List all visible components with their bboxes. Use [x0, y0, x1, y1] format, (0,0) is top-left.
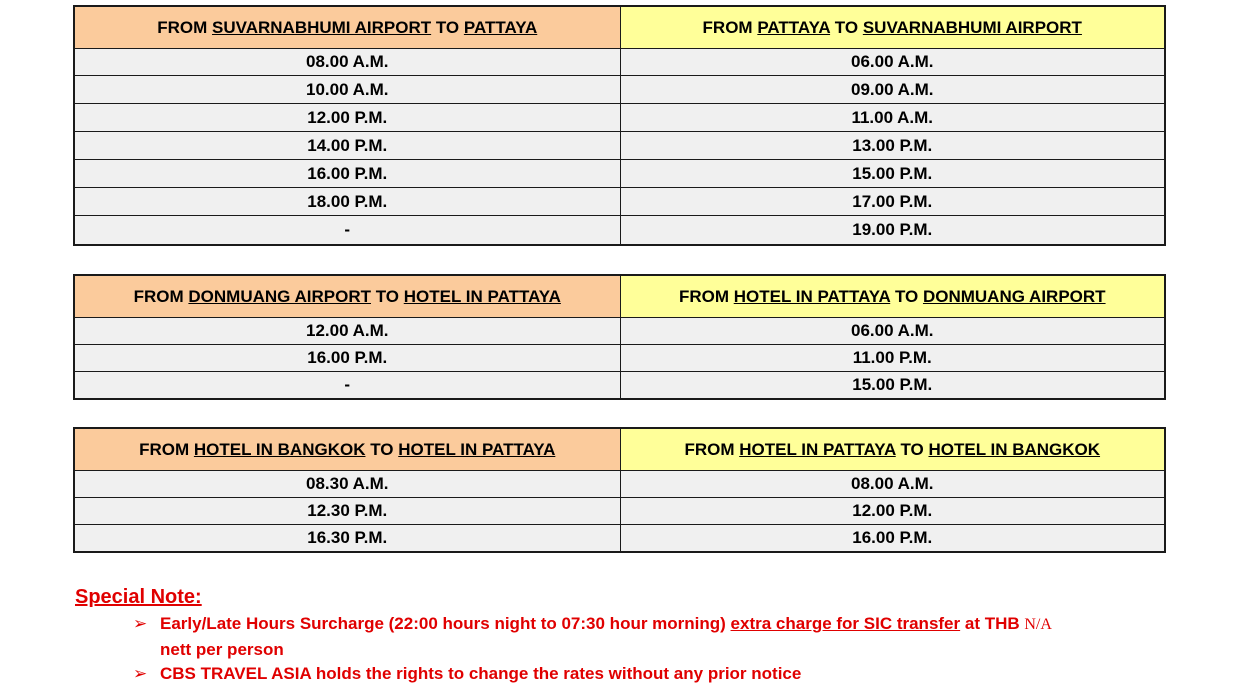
- time-cell: 19.00 P.M.: [620, 216, 1165, 246]
- table-row: [74, 188, 1165, 216]
- time-cell: 06.00 A.M.: [620, 49, 1165, 76]
- header-destination: DONMUANG AIRPORT: [922, 286, 1106, 306]
- header-origin: HOTEL IN PATTAYA: [733, 286, 891, 306]
- time-cell: 10.00 A.M.: [74, 76, 620, 104]
- table-header-row: [74, 428, 1165, 471]
- time-cell: 12.00 P.M.: [620, 498, 1165, 525]
- header-suvarnabhumi-to-pattaya: [74, 6, 620, 49]
- header-hotel-bangkok-to-hotel-pattaya: [74, 428, 620, 471]
- header-hotel-pattaya-to-hotel-bangkok: [620, 428, 1165, 471]
- schedule-table-bangkok-pattaya: [73, 427, 1166, 553]
- time-cell: -: [74, 372, 620, 400]
- table-row: [74, 471, 1165, 498]
- time-cell: 16.00 P.M.: [74, 345, 620, 372]
- time-cell: 16.00 P.M.: [74, 160, 620, 188]
- header-text: FROM: [678, 286, 734, 306]
- table-header-row: [74, 6, 1165, 49]
- time-cell: 09.00 A.M.: [620, 76, 1165, 104]
- header-text: FROM: [684, 439, 740, 459]
- time-cell: 18.00 P.M.: [74, 188, 620, 216]
- time-cell: -: [74, 216, 620, 246]
- header-text: TO: [431, 17, 464, 37]
- table-row: [74, 132, 1165, 160]
- rates-notice-text: CBS TRAVEL ASIA holds the rights to change the rates without any prior notice: [160, 664, 802, 683]
- time-cell: 08.00 A.M.: [74, 49, 620, 76]
- time-cell: 11.00 A.M.: [620, 104, 1165, 132]
- time-cell: 06.00 A.M.: [620, 318, 1165, 345]
- arrowhead-bullet-icon: ➢: [133, 614, 148, 633]
- schedule-table-donmuang-pattaya: [73, 274, 1166, 400]
- header-text: TO: [890, 286, 923, 306]
- header-origin: HOTEL IN PATTAYA: [739, 439, 896, 459]
- header-text: TO: [830, 17, 863, 37]
- header-text: TO: [365, 439, 399, 459]
- header-text: TO: [371, 286, 404, 306]
- header-pattaya-to-suvarnabhumi: [620, 6, 1165, 49]
- header-text: FROM: [139, 439, 194, 459]
- time-cell: 17.00 P.M.: [620, 188, 1165, 216]
- table-row: [74, 525, 1165, 553]
- table-row: [74, 498, 1165, 525]
- header-text: FROM: [702, 17, 758, 37]
- surcharge-text-post: at THB: [960, 614, 1025, 633]
- header-donmuang-to-hotel-pattaya: [74, 275, 620, 318]
- header-origin: DONMUANG AIRPORT: [188, 286, 371, 306]
- surcharge-extra-charge: extra charge for SIC transfer: [730, 614, 961, 633]
- surcharge-text: [160, 614, 1052, 634]
- table-row: [74, 76, 1165, 104]
- time-cell: 13.00 P.M.: [620, 132, 1165, 160]
- time-cell: 08.00 A.M.: [620, 471, 1165, 498]
- header-destination: PATTAYA: [463, 17, 538, 37]
- header-destination: SUVARNABHUMI AIRPORT: [862, 17, 1082, 37]
- header-origin: HOTEL IN BANGKOK: [193, 439, 366, 459]
- schedule-table-suvarnabhumi-pattaya: [73, 5, 1166, 246]
- surcharge-text-pre: Early/Late Hours Surcharge (22:00 hours night to 07:30 hour morning): [160, 614, 731, 633]
- table-row: [74, 104, 1165, 132]
- time-cell: 12.00 P.M.: [74, 104, 620, 132]
- header-destination: HOTEL IN PATTAYA: [398, 439, 556, 459]
- table-row: [74, 372, 1165, 400]
- table-header-row: [74, 275, 1165, 318]
- table-row: [74, 318, 1165, 345]
- time-cell: 15.00 P.M.: [620, 372, 1165, 400]
- table-row: [74, 49, 1165, 76]
- time-cell: 12.30 P.M.: [74, 498, 620, 525]
- arrowhead-bullet-icon: ➢: [133, 664, 148, 683]
- header-hotel-pattaya-to-donmuang: [620, 275, 1165, 318]
- header-origin: SUVARNABHUMI AIRPORT: [212, 17, 432, 37]
- header-origin: PATTAYA: [757, 17, 831, 37]
- header-destination: HOTEL IN BANGKOK: [928, 439, 1101, 459]
- header-text: FROM: [133, 286, 189, 306]
- header-text: TO: [895, 439, 929, 459]
- time-cell: 16.30 P.M.: [74, 525, 620, 553]
- table-row: [74, 345, 1165, 372]
- header-destination: HOTEL IN PATTAYA: [403, 286, 561, 306]
- surcharge-text-line2: nett per person: [160, 640, 284, 659]
- header-text: FROM: [157, 17, 213, 37]
- time-cell: 14.00 P.M.: [74, 132, 620, 160]
- surcharge-amount: N/A: [1024, 616, 1052, 633]
- time-cell: 12.00 A.M.: [74, 318, 620, 345]
- table-row: [74, 216, 1165, 246]
- time-cell: 16.00 P.M.: [620, 525, 1165, 553]
- time-cell: 15.00 P.M.: [620, 160, 1165, 188]
- time-cell: 08.30 A.M.: [74, 471, 620, 498]
- special-note-title: Special Note:: [75, 586, 202, 608]
- time-cell: 11.00 P.M.: [620, 345, 1165, 372]
- table-row: [74, 160, 1165, 188]
